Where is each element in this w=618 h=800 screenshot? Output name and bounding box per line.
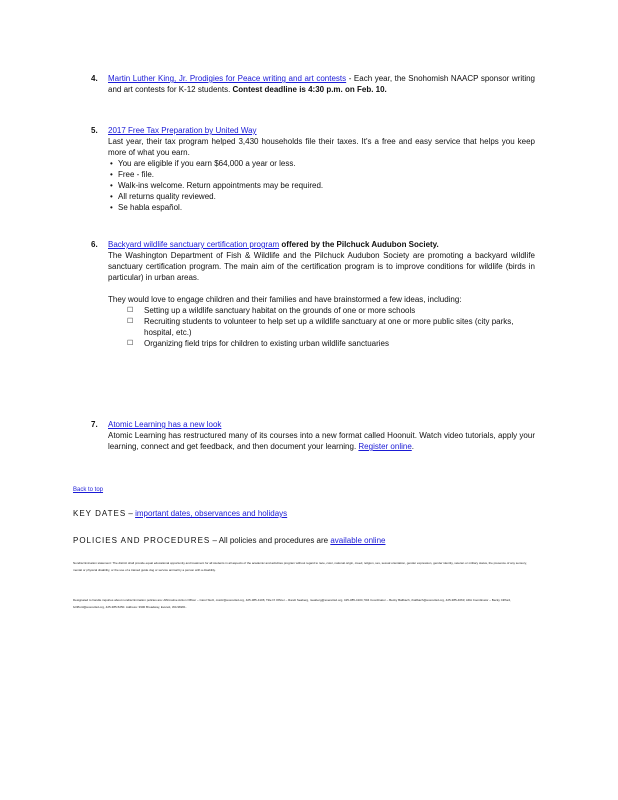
list-item: • Se habla español. (110, 203, 183, 212)
list-item-7: 7. Atomic Learning has a new look Atomic Learning has restructured many of its courses into a new format called Hoonuit. Watch video tutorials, apply your learning, connect and get feedback, and then document your learning. Register online. (91, 420, 535, 451)
mlk-contest-link[interactable]: Martin Luther King, Jr. Prodigies for Peace writing and art contests (108, 74, 347, 83)
item-bold-text: Contest deadline is 4:30 p.m. on Feb. 10. (232, 85, 387, 94)
atomic-learning-title[interactable]: Atomic Learning has a new look (108, 420, 222, 429)
item-text: - Each year, the Snohomish NAACP sponsor writing and art contests for K-12 students. (108, 74, 535, 94)
checkbox-list (108, 305, 535, 349)
list-item: ☐ Recruiting students to volunteer to help set up a wildlife sanctuary at one or more public sites (city parks, hospital, etc.) (127, 317, 514, 337)
bullet-icon: • (110, 203, 113, 212)
list-item-6 (91, 239, 535, 349)
checkbox-icon: ☐ (127, 318, 134, 325)
list-item: • You are eligible if you earn $64,000 a year or less. (110, 159, 296, 168)
item-text: The Washington Department of Fish & Wildlife and the Pilchuck Audubon Society are promoting a backyard wildlife sanctuary certification program. The main aim of the certification program is to improve conditions for wildlife (birds in particular) in urban areas. (108, 251, 535, 282)
list-item: • Walk-ins welcome. Return appointments may be required. (110, 181, 324, 190)
tax-preparation-link[interactable]: 2017 Free Tax Preparation by United Way (108, 126, 257, 135)
checkbox-icon: ☐ (127, 340, 134, 347)
item-text-2: They would love to engage children and their families and have brainstormed a few ideas, including: (108, 295, 462, 304)
back-to-top-link[interactable]: Back to top (73, 487, 104, 493)
compliance-contacts: Designated to handle inquiries about nondiscrimination policies are: Affirmative Action Officer – Carol Stolz, cstolz@everettsd.org, 425-385-4106; Title IX Officer – Randi Seaberg, rseaberg@everettsd.org, 425-385-4104; 504 Coordinator – Becky Ballbach, rballbach@everettsd.org, 425-385-4063; ADA Coordinator – Becky Clifford, bclifford@everettsd.org, 425-385-5250. Address: 3900 Broadway, Everett, WA 98201. (73, 598, 511, 609)
list-item-5 (91, 125, 535, 213)
item-bold-text: offered by the Pilchuck Audubon Society. (279, 240, 439, 249)
policies-label: POLICIES AND PROCEDURES (73, 536, 211, 545)
key-dates-link[interactable]: important dates, observances and holidays (135, 509, 288, 518)
key-dates-label: KEY DATES (73, 509, 127, 518)
list-item: • All returns quality reviewed. (110, 192, 216, 201)
key-dates-line: KEY DATES – important dates, observances and holidays (73, 509, 288, 518)
bullet-icon: • (110, 159, 113, 168)
wildlife-sanctuary-link[interactable]: Backyard wildlife sanctuary certification program (108, 240, 280, 249)
item-number: 6. (91, 240, 98, 249)
checkbox-icon: ☐ (127, 307, 134, 314)
list-item-4 (91, 73, 535, 95)
item-text: Atomic Learning has restructured many of its courses into a new format called Hoonuit. Watch video tutorials, apply your learning, connect and get feedback, and then document your learning. (108, 431, 535, 451)
register-online-link[interactable]: Register online (358, 442, 412, 451)
list-item: ☐ Organizing field trips for children to existing urban wildlife sanctuaries (127, 339, 390, 348)
item-number: 4. (91, 74, 98, 83)
list-item: • Free - file. (110, 170, 155, 179)
policies-link[interactable]: available online (330, 536, 386, 545)
bullet-icon: • (110, 192, 113, 201)
bullet-icon: • (110, 170, 113, 179)
item-number: 5. (91, 126, 98, 135)
bullet-icon: • (110, 181, 113, 190)
bullet-list (108, 158, 535, 213)
item-number: 7. (91, 420, 98, 429)
list-item: ☐ Setting up a wildlife sanctuary habitat on the grounds of one or more schools (127, 306, 416, 315)
nondiscrimination-statement: Nondiscrimination statement: The district shall provide equal educational opportunity and treatment for all students in all aspects of the academic and activities program without regard to race, color, national origin, creed, religion, sex, sexual orientation, gender expression, gender identity, veteran or military status, the presence of any sensory, mental or physical disability, or the use of a trained guide dog or service animal by a person with a disability. (73, 561, 527, 572)
policies-line: POLICIES AND PROCEDURES – All policies and procedures are available online (73, 536, 386, 545)
item-text: Last year, their tax program helped 3,430 households file their taxes. It's a free and easy service that helps you keep more of what you earn. (108, 137, 535, 157)
